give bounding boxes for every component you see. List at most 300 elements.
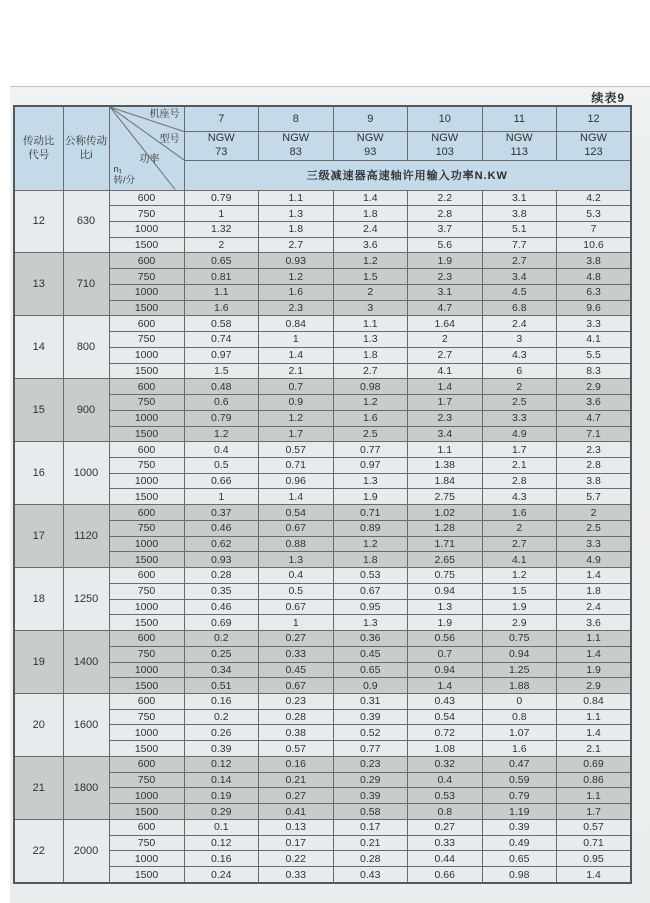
value-cell: 0.17 (333, 819, 408, 835)
value-cell: 1.2 (259, 269, 334, 285)
speed-cell: 1000 (109, 536, 184, 552)
value-cell: 0.77 (333, 442, 408, 458)
value-cell: 0.66 (408, 867, 483, 883)
value-cell: 0.29 (333, 772, 408, 788)
group-code-cell: 14 (14, 316, 63, 379)
value-cell: 2.8 (557, 457, 632, 473)
value-cell: 0.67 (259, 599, 334, 615)
frame-number-cell: 8 (259, 106, 334, 131)
value-cell: 1.8 (333, 347, 408, 363)
value-cell: 2.7 (259, 237, 334, 253)
table-row (14, 442, 631, 458)
table-row (14, 694, 631, 710)
model-label: 型号 (159, 134, 180, 145)
value-cell: 0.24 (184, 867, 259, 883)
value-cell: 0.2 (184, 709, 259, 725)
value-cell: 0.67 (259, 520, 334, 536)
reducer-power-table (13, 105, 632, 884)
value-cell: 3 (482, 332, 557, 348)
value-cell: 0.28 (333, 851, 408, 867)
value-cell: 0.84 (259, 316, 334, 332)
value-cell: 1.5 (184, 363, 259, 379)
value-cell: 3.4 (482, 269, 557, 285)
value-cell: 2.4 (333, 221, 408, 237)
value-cell: 1.2 (184, 426, 259, 442)
value-cell: 0.56 (408, 631, 483, 647)
model-cell: NGW 83 (259, 131, 334, 160)
value-cell: 3.8 (557, 253, 632, 269)
group-ratio-cell: 900 (63, 379, 109, 442)
value-cell: 1.4 (557, 646, 632, 662)
group-code-cell: 16 (14, 442, 63, 505)
group-ratio-cell: 630 (63, 190, 109, 253)
value-cell: 6.8 (482, 300, 557, 316)
value-cell: 1.3 (408, 599, 483, 615)
value-cell: 1.9 (482, 599, 557, 615)
value-cell: 0 (482, 694, 557, 710)
value-cell: 3.4 (408, 426, 483, 442)
value-cell: 1.6 (184, 300, 259, 316)
value-cell: 3.1 (408, 284, 483, 300)
group-ratio-cell: 1000 (63, 442, 109, 505)
frame-number-cell: 12 (557, 106, 632, 131)
value-cell: 0.28 (184, 568, 259, 584)
value-cell: 0.4 (259, 568, 334, 584)
model-cell: NGW 73 (184, 131, 259, 160)
value-cell: 0.57 (259, 442, 334, 458)
table-row (14, 253, 631, 269)
speed-cell: 1000 (109, 788, 184, 804)
value-cell: 2.8 (408, 206, 483, 222)
value-cell: 0.21 (259, 772, 334, 788)
value-cell: 0.65 (184, 253, 259, 269)
value-cell: 0.94 (408, 662, 483, 678)
value-cell: 1.6 (259, 284, 334, 300)
value-cell: 1.08 (408, 741, 483, 757)
value-cell: 4.5 (482, 284, 557, 300)
speed-cell: 750 (109, 709, 184, 725)
value-cell: 0.7 (408, 646, 483, 662)
value-cell: 0.23 (259, 694, 334, 710)
speed-cell: 600 (109, 756, 184, 772)
value-cell: 0.22 (259, 851, 334, 867)
span-title: 三级减速器高速轴许用输入功率N.KW (184, 160, 631, 190)
value-cell: 1.07 (482, 725, 557, 741)
value-cell: 1.02 (408, 505, 483, 521)
value-cell: 0.52 (333, 725, 408, 741)
value-cell: 0.31 (333, 694, 408, 710)
speed-cell: 1000 (109, 473, 184, 489)
value-cell: 1.6 (333, 410, 408, 426)
value-cell: 1.19 (482, 804, 557, 820)
value-cell: 0.57 (557, 819, 632, 835)
speed-cell: 1500 (109, 741, 184, 757)
value-cell: 0.45 (259, 662, 334, 678)
group-ratio-cell: 2000 (63, 819, 109, 883)
value-cell: 2.5 (333, 426, 408, 442)
value-cell: 0.36 (333, 631, 408, 647)
value-cell: 2.3 (408, 410, 483, 426)
value-cell: 0.79 (184, 190, 259, 206)
group-ratio-cell: 1120 (63, 505, 109, 568)
speed-cell: 1000 (109, 851, 184, 867)
value-cell: 7 (557, 221, 632, 237)
value-cell: 0.19 (184, 788, 259, 804)
value-cell: 0.54 (259, 505, 334, 521)
value-cell: 1.1 (259, 190, 334, 206)
value-cell: 0.98 (333, 379, 408, 395)
value-cell: 0.81 (184, 269, 259, 285)
value-cell: 0.27 (408, 819, 483, 835)
value-cell: 4.8 (557, 269, 632, 285)
value-cell: 1.9 (408, 615, 483, 631)
value-cell: 0.94 (408, 583, 483, 599)
value-cell: 0.74 (184, 332, 259, 348)
value-cell: 1.32 (184, 221, 259, 237)
value-cell: 6.3 (557, 284, 632, 300)
value-cell: 1.3 (333, 332, 408, 348)
value-cell: 0.25 (184, 646, 259, 662)
value-cell: 0.79 (482, 788, 557, 804)
value-cell: 3.6 (557, 615, 632, 631)
value-cell: 0.98 (482, 867, 557, 883)
speed-cell: 1500 (109, 615, 184, 631)
value-cell: 5.1 (482, 221, 557, 237)
value-cell: 0.28 (259, 709, 334, 725)
speed-cell: 750 (109, 269, 184, 285)
value-cell: 0.38 (259, 725, 334, 741)
value-cell: 2.1 (259, 363, 334, 379)
value-cell: 0.29 (184, 804, 259, 820)
value-cell: 4.9 (482, 426, 557, 442)
value-cell: 0.75 (482, 631, 557, 647)
value-cell: 0.71 (259, 457, 334, 473)
value-cell: 0.33 (259, 867, 334, 883)
speed-cell: 1000 (109, 221, 184, 237)
value-cell: 1 (259, 332, 334, 348)
value-cell: 0.21 (333, 835, 408, 851)
value-cell: 0.97 (333, 457, 408, 473)
value-cell: 3.6 (557, 395, 632, 411)
value-cell: 2.7 (482, 253, 557, 269)
value-cell: 1.9 (333, 489, 408, 505)
value-cell: 0.33 (259, 646, 334, 662)
value-cell: 0.65 (482, 851, 557, 867)
speed-cell: 600 (109, 190, 184, 206)
value-cell: 1.25 (482, 662, 557, 678)
value-cell: 0.75 (408, 568, 483, 584)
group-code-cell: 17 (14, 505, 63, 568)
value-cell: 1.3 (259, 552, 334, 568)
model-cell: NGW 113 (482, 131, 557, 160)
value-cell: 0.89 (333, 520, 408, 536)
value-cell: 4.7 (557, 410, 632, 426)
group-ratio-cell: 1600 (63, 694, 109, 757)
value-cell: 0.12 (184, 835, 259, 851)
value-cell: 2 (184, 237, 259, 253)
value-cell: 0.33 (408, 835, 483, 851)
value-cell: 4.3 (482, 489, 557, 505)
value-cell: 0.45 (333, 646, 408, 662)
speed-cell: 1500 (109, 489, 184, 505)
value-cell: 2.2 (408, 190, 483, 206)
value-cell: 6 (482, 363, 557, 379)
value-cell: 0.46 (184, 599, 259, 615)
value-cell: 0.86 (557, 772, 632, 788)
value-cell: 1.3 (333, 473, 408, 489)
frame-number-cell: 7 (184, 106, 259, 131)
speed-cell: 1000 (109, 410, 184, 426)
speed-cell: 1000 (109, 662, 184, 678)
speed-cell: 600 (109, 568, 184, 584)
value-cell: 2.9 (482, 615, 557, 631)
speed-cell: 750 (109, 835, 184, 851)
value-cell: 10.6 (557, 237, 632, 253)
value-cell: 0.46 (184, 520, 259, 536)
value-cell: 1.2 (333, 536, 408, 552)
table-row (14, 756, 631, 772)
group-code-cell: 13 (14, 253, 63, 316)
group-code-cell: 20 (14, 694, 63, 757)
speed-cell: 1000 (109, 725, 184, 741)
value-cell: 5.5 (557, 347, 632, 363)
nominal-ratio-header: 公称传动 比i (63, 106, 109, 190)
value-cell: 0.41 (259, 804, 334, 820)
value-cell: 4.3 (482, 347, 557, 363)
value-cell: 1.84 (408, 473, 483, 489)
value-cell: 2 (333, 284, 408, 300)
value-cell: 1.8 (333, 206, 408, 222)
value-cell: 0.7 (259, 379, 334, 395)
value-cell: 1.4 (259, 489, 334, 505)
value-cell: 0.39 (333, 788, 408, 804)
value-cell: 0.88 (259, 536, 334, 552)
value-cell: 4.1 (557, 332, 632, 348)
value-cell: 0.17 (259, 835, 334, 851)
model-cell: NGW 103 (408, 131, 483, 160)
value-cell: 3.8 (482, 206, 557, 222)
speed-cell: 600 (109, 253, 184, 269)
value-cell: 0.9 (333, 678, 408, 694)
speed-cell: 600 (109, 379, 184, 395)
value-cell: 0.37 (184, 505, 259, 521)
value-cell: 7.7 (482, 237, 557, 253)
value-cell: 0.39 (482, 819, 557, 835)
value-cell: 1.1 (557, 788, 632, 804)
value-cell: 0.93 (184, 552, 259, 568)
speed-cell: 1500 (109, 300, 184, 316)
value-cell: 1 (184, 206, 259, 222)
value-cell: 2.9 (557, 379, 632, 395)
ratio-code-header: 传动比 代号 (14, 106, 63, 190)
value-cell: 1.8 (259, 221, 334, 237)
group-code-cell: 12 (14, 190, 63, 253)
value-cell: 0.62 (184, 536, 259, 552)
value-cell: 1.6 (482, 505, 557, 521)
value-cell: 1.8 (333, 552, 408, 568)
value-cell: 9.6 (557, 300, 632, 316)
speed-cell: 1000 (109, 599, 184, 615)
value-cell: 2 (408, 332, 483, 348)
value-cell: 3.3 (482, 410, 557, 426)
value-cell: 1.4 (259, 347, 334, 363)
group-ratio-cell: 710 (63, 253, 109, 316)
group-code-cell: 18 (14, 568, 63, 631)
value-cell: 0.96 (259, 473, 334, 489)
value-cell: 1.2 (333, 253, 408, 269)
value-cell: 1 (259, 615, 334, 631)
value-cell: 3.6 (333, 237, 408, 253)
value-cell: 3.8 (557, 473, 632, 489)
value-cell: 2.9 (557, 678, 632, 694)
value-cell: 2.3 (557, 442, 632, 458)
value-cell: 2.8 (482, 473, 557, 489)
value-cell: 0.16 (259, 756, 334, 772)
value-cell: 1.4 (408, 678, 483, 694)
value-cell: 7.1 (557, 426, 632, 442)
value-cell: 0.32 (408, 756, 483, 772)
value-cell: 5.7 (557, 489, 632, 505)
power-label: 功率 (139, 154, 160, 165)
speed-cell: 600 (109, 819, 184, 835)
value-cell: 1.2 (259, 410, 334, 426)
value-cell: 1.2 (333, 395, 408, 411)
group-code-cell: 21 (14, 756, 63, 819)
value-cell: 0.54 (408, 709, 483, 725)
table-row (14, 379, 631, 395)
value-cell: 1.71 (408, 536, 483, 552)
value-cell: 4.2 (557, 190, 632, 206)
value-cell: 0.8 (482, 709, 557, 725)
value-cell: 0.53 (333, 568, 408, 584)
value-cell: 0.58 (184, 316, 259, 332)
value-cell: 0.65 (333, 662, 408, 678)
value-cell: 2 (482, 379, 557, 395)
group-code-cell: 19 (14, 631, 63, 694)
value-cell: 0.4 (408, 772, 483, 788)
value-cell: 0.5 (259, 583, 334, 599)
value-cell: 1.88 (482, 678, 557, 694)
value-cell: 4.1 (482, 552, 557, 568)
value-cell: 0.67 (333, 583, 408, 599)
speed-cell: 1000 (109, 284, 184, 300)
value-cell: 1.64 (408, 316, 483, 332)
value-cell: 1.7 (259, 426, 334, 442)
value-cell: 0.67 (259, 678, 334, 694)
value-cell: 4.9 (557, 552, 632, 568)
value-cell: 2.1 (482, 457, 557, 473)
group-code-cell: 22 (14, 819, 63, 883)
value-cell: 1.6 (482, 741, 557, 757)
speed-cell: 750 (109, 772, 184, 788)
value-cell: 1.7 (408, 395, 483, 411)
value-cell: 1 (184, 489, 259, 505)
value-cell: 0.43 (408, 694, 483, 710)
value-cell: 2.7 (408, 347, 483, 363)
continuation-label: 续表9 (591, 91, 625, 105)
value-cell: 1.4 (557, 725, 632, 741)
value-cell: 1.1 (333, 316, 408, 332)
value-cell: 3 (333, 300, 408, 316)
value-cell: 0.44 (408, 851, 483, 867)
speed-cell: 600 (109, 694, 184, 710)
value-cell: 1.5 (482, 583, 557, 599)
value-cell: 0.2 (184, 631, 259, 647)
value-cell: 3.3 (557, 536, 632, 552)
speed-cell: 1000 (109, 347, 184, 363)
value-cell: 1.9 (557, 662, 632, 678)
value-cell: 0.93 (259, 253, 334, 269)
model-cell: NGW 123 (557, 131, 632, 160)
speed-cell: 1500 (109, 426, 184, 442)
speed-cell: 750 (109, 457, 184, 473)
value-cell: 4.7 (408, 300, 483, 316)
model-cell: NGW 93 (333, 131, 408, 160)
frame-number-cell: 11 (482, 106, 557, 131)
value-cell: 1.4 (557, 867, 632, 883)
value-cell: 0.66 (184, 473, 259, 489)
value-cell: 0.51 (184, 678, 259, 694)
value-cell: 3.3 (557, 316, 632, 332)
value-cell: 0.27 (259, 631, 334, 647)
speed-cell: 1500 (109, 867, 184, 883)
speed-cell: 750 (109, 395, 184, 411)
value-cell: 1.2 (482, 568, 557, 584)
frame-number-label: 机座号 (149, 109, 180, 120)
value-cell: 2.65 (408, 552, 483, 568)
value-cell: 0.4 (184, 442, 259, 458)
value-cell: 0.13 (259, 819, 334, 835)
value-cell: 1.38 (408, 457, 483, 473)
table-row (14, 819, 631, 835)
value-cell: 1.1 (557, 709, 632, 725)
value-cell: 0.43 (333, 867, 408, 883)
group-ratio-cell: 1800 (63, 756, 109, 819)
value-cell: 3.1 (482, 190, 557, 206)
value-cell: 0.59 (482, 772, 557, 788)
value-cell: 0.69 (184, 615, 259, 631)
value-cell: 1.3 (259, 206, 334, 222)
value-cell: 2.4 (557, 599, 632, 615)
group-ratio-cell: 1250 (63, 568, 109, 631)
value-cell: 0.35 (184, 583, 259, 599)
value-cell: 0.71 (557, 835, 632, 851)
speed-label: n₁ 转/分 (113, 163, 136, 187)
speed-cell: 1500 (109, 678, 184, 694)
value-cell: 0.97 (184, 347, 259, 363)
value-cell: 1.1 (184, 284, 259, 300)
value-cell: 0.94 (482, 646, 557, 662)
scanned-page (10, 86, 650, 903)
value-cell: 5.6 (408, 237, 483, 253)
value-cell: 2.5 (482, 395, 557, 411)
value-cell: 0.39 (333, 709, 408, 725)
value-cell: 2 (482, 520, 557, 536)
value-cell: 1.5 (333, 269, 408, 285)
value-cell: 0.12 (184, 756, 259, 772)
table-row (14, 568, 631, 584)
value-cell: 2.7 (333, 363, 408, 379)
value-cell: 0.49 (482, 835, 557, 851)
frame-number-cell: 9 (333, 106, 408, 131)
value-cell: 0.26 (184, 725, 259, 741)
value-cell: 0.84 (557, 694, 632, 710)
value-cell: 0.47 (482, 756, 557, 772)
value-cell: 1.4 (408, 379, 483, 395)
value-cell: 0.95 (557, 851, 632, 867)
value-cell: 0.77 (333, 741, 408, 757)
value-cell: 0.16 (184, 851, 259, 867)
